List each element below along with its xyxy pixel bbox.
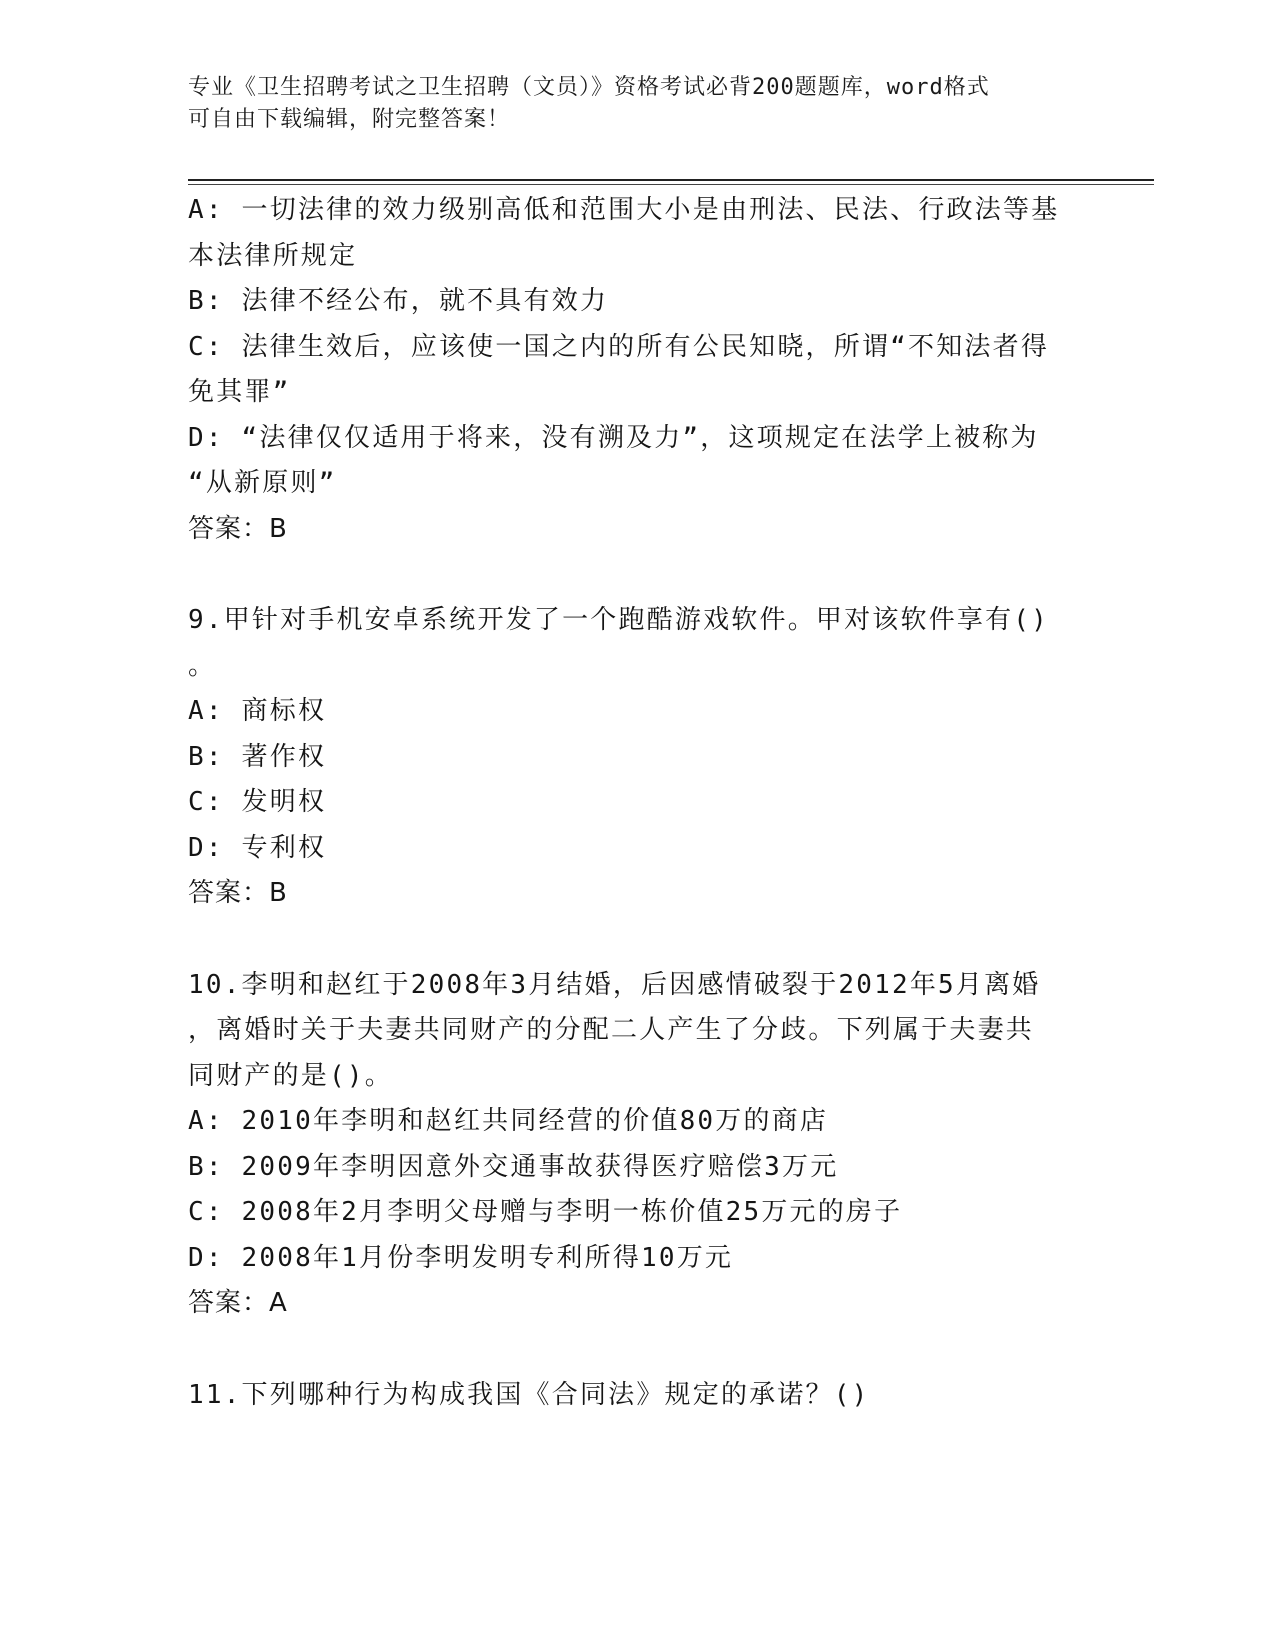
option-b: B: 著作权 <box>188 741 327 772</box>
spacer <box>188 552 1078 598</box>
answer: 答案：B <box>188 878 288 908</box>
header-line: 可自由下载编辑，附完整答案！ <box>188 107 511 132</box>
question-list <box>188 188 1078 1418</box>
answer: 答案：B <box>188 513 288 544</box>
option-d: D: “法律仅仅适用于将来，没有溯及力”，这项规定在法学上被称为 “从新原则” <box>188 422 1039 498</box>
document-header <box>188 72 1088 136</box>
answer: 答案：A <box>188 1288 288 1318</box>
option-d: D: 专利权 <box>188 832 327 863</box>
question-10 <box>188 963 1078 1327</box>
option-a: A: 一切法律的效力级别高低和范围大小是由刑法、民法、行政法等基 本法律所规定 <box>188 195 1060 271</box>
option-b: B: 法律不经公布，就不具有效力 <box>188 286 609 316</box>
header-divider <box>188 179 1154 181</box>
option-c: C: 发明权 <box>188 787 327 817</box>
question-stem: 9.甲针对手机安卓系统开发了一个跑酷游戏软件。甲对该软件享有() 。 <box>188 605 1050 681</box>
question-stem: 10.李明和赵红于2008年3月结婚，后因感情破裂于2012年5月离婚 ，离婚时关于夫妻共同财产的分配二人产生了分歧。下列属于夫妻共 同财产的是()。 <box>188 969 1041 1091</box>
header-line: 专业《卫生招聘考试之卫生招聘（文员）》资格考试必背200题题库，word格式 <box>188 75 990 100</box>
header-divider-thin <box>188 184 1154 185</box>
spacer <box>188 917 1078 963</box>
question-9 <box>188 598 1078 917</box>
question-8 <box>188 188 1078 552</box>
option-c: C: 2008年2月李明父母赠与李明一栋价值25万元的房子 <box>188 1197 903 1227</box>
question-stem: 11.下列哪种行为构成我国《合同法》规定的承诺？() <box>188 1379 870 1410</box>
question-11 <box>188 1373 1078 1419</box>
option-d: D: 2008年1月份李明发明专利所得10万元 <box>188 1242 734 1273</box>
option-a: A: 商标权 <box>188 696 327 726</box>
spacer <box>188 1327 1078 1373</box>
option-c: C: 法律生效后，应该使一国之内的所有公民知晓，所谓“不知法者得 免其罪” <box>188 331 1050 407</box>
option-b: B: 2009年李明因意外交通事故获得医疗赔偿3万元 <box>188 1151 839 1182</box>
option-a: A: 2010年李明和赵红共同经营的价值80万的商店 <box>188 1106 829 1136</box>
